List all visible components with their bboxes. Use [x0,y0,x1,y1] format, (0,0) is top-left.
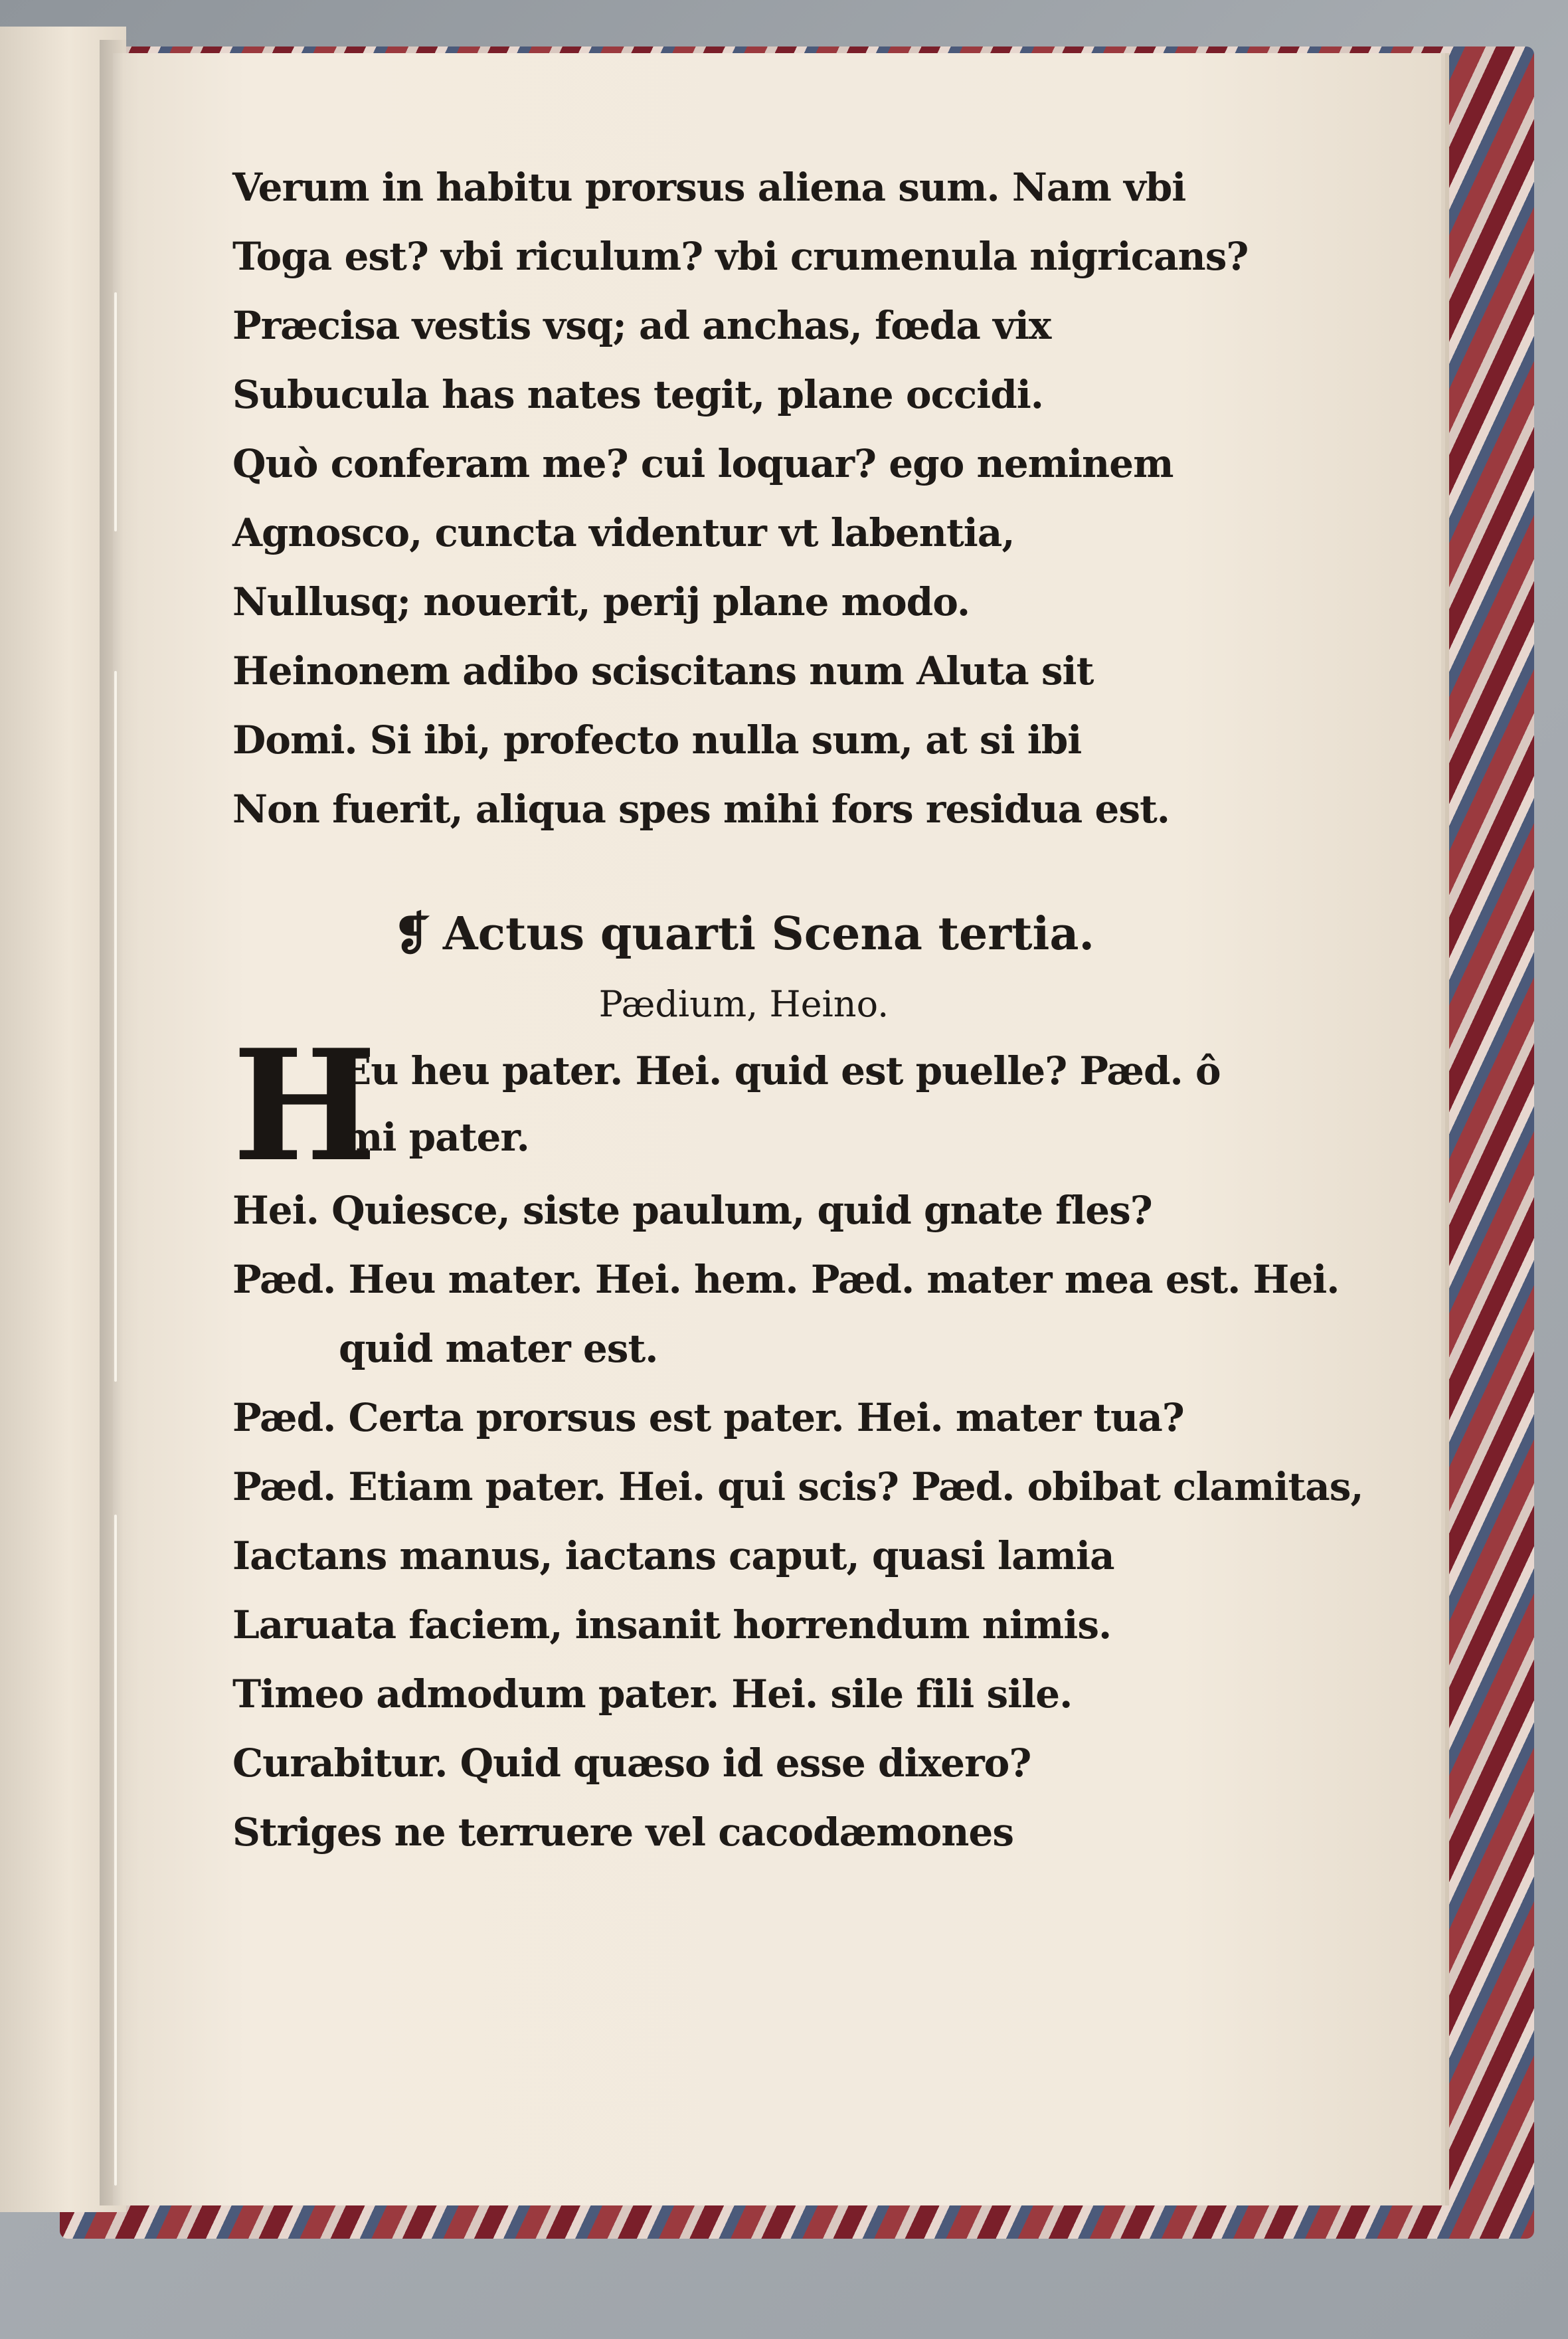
page-text [232,153,1361,1867]
dialogue-line: Timeo admodum pater. Hei. sile fili sile. [232,1671,1073,1717]
binding-stitch [114,671,117,1382]
pilcrow-icon: ❡ [392,907,431,961]
dialogue-line: quid mater est. [339,1326,658,1371]
dialogue-line: Pæd. Heu mater. Hei. hem. Pæd. mater mea est. Hei. [232,1257,1340,1302]
binding-stitch [114,1515,117,2186]
verse-line: Subucula has nates tegit, plane occidi. [232,372,1043,417]
scene-heading [232,897,1361,971]
verse-line: Præcisa vestis vsq; ad anchas, fœda vix [232,303,1051,348]
dialogue-line: Eu heu pater. Hei. quid est puelle? Pæd. ô [342,1048,1221,1093]
verse-line: Quò conferam me? cui loquar? ego neminem [232,441,1174,486]
dialogue-line: Pæd. Etiam pater. Hei. qui scis? Pæd. obibat clamitas, [232,1464,1363,1509]
dialogue-line: Striges ne terruere vel cacodæmones [232,1810,1013,1855]
dialogue-line: Iactans manus, iactans caput, quasi lamia [232,1533,1114,1578]
page-gutter-shadow [100,40,139,2205]
dialogue-line: Curabitur. Quid quæso id esse dixero? [232,1740,1031,1786]
dialogue-line: Hei. Quiesce, siste paulum, quid gnate fles? [232,1188,1152,1233]
verse-line: Non fuerit, aliqua spes mihi fors residua est. [232,787,1170,832]
scene-heading-text: Actus quarti Scena tertia. [442,907,1095,961]
dialogue-line: Laruata faciem, insanit horrendum nimis. [232,1602,1112,1647]
scene-speakers: Pædium, Heino. [598,983,889,1025]
drop-initial-letter: H [232,1016,377,1196]
verse-line: Toga est? vbi riculum? vbi crumenula nigricans? [232,234,1249,279]
dialogue-line: mi pater. [342,1115,529,1160]
binding-stitch [114,292,117,531]
book-page [113,53,1441,2205]
verse-line: Verum in habitu prorsus aliena sum. Nam vbi [232,165,1186,210]
dialogue-line: Pæd. Certa prorsus est pater. Hei. mater tua? [232,1395,1184,1440]
verse-line: Heinonem adibo sciscitans num Aluta sit [232,648,1094,694]
drop-initial-text [232,1016,1361,1196]
verse-line: Nullusq; nouerit, perij plane modo. [232,579,970,624]
verse-line: Agnosco, cuncta videntur vt labentia, [232,510,1015,555]
dialogue-block [232,1176,1361,1867]
verse-block [232,153,1361,844]
verse-line: Domi. Si ibi, profecto nulla sum, at si ibi [232,717,1082,763]
drop-initial-paragraph [232,1016,1361,1196]
